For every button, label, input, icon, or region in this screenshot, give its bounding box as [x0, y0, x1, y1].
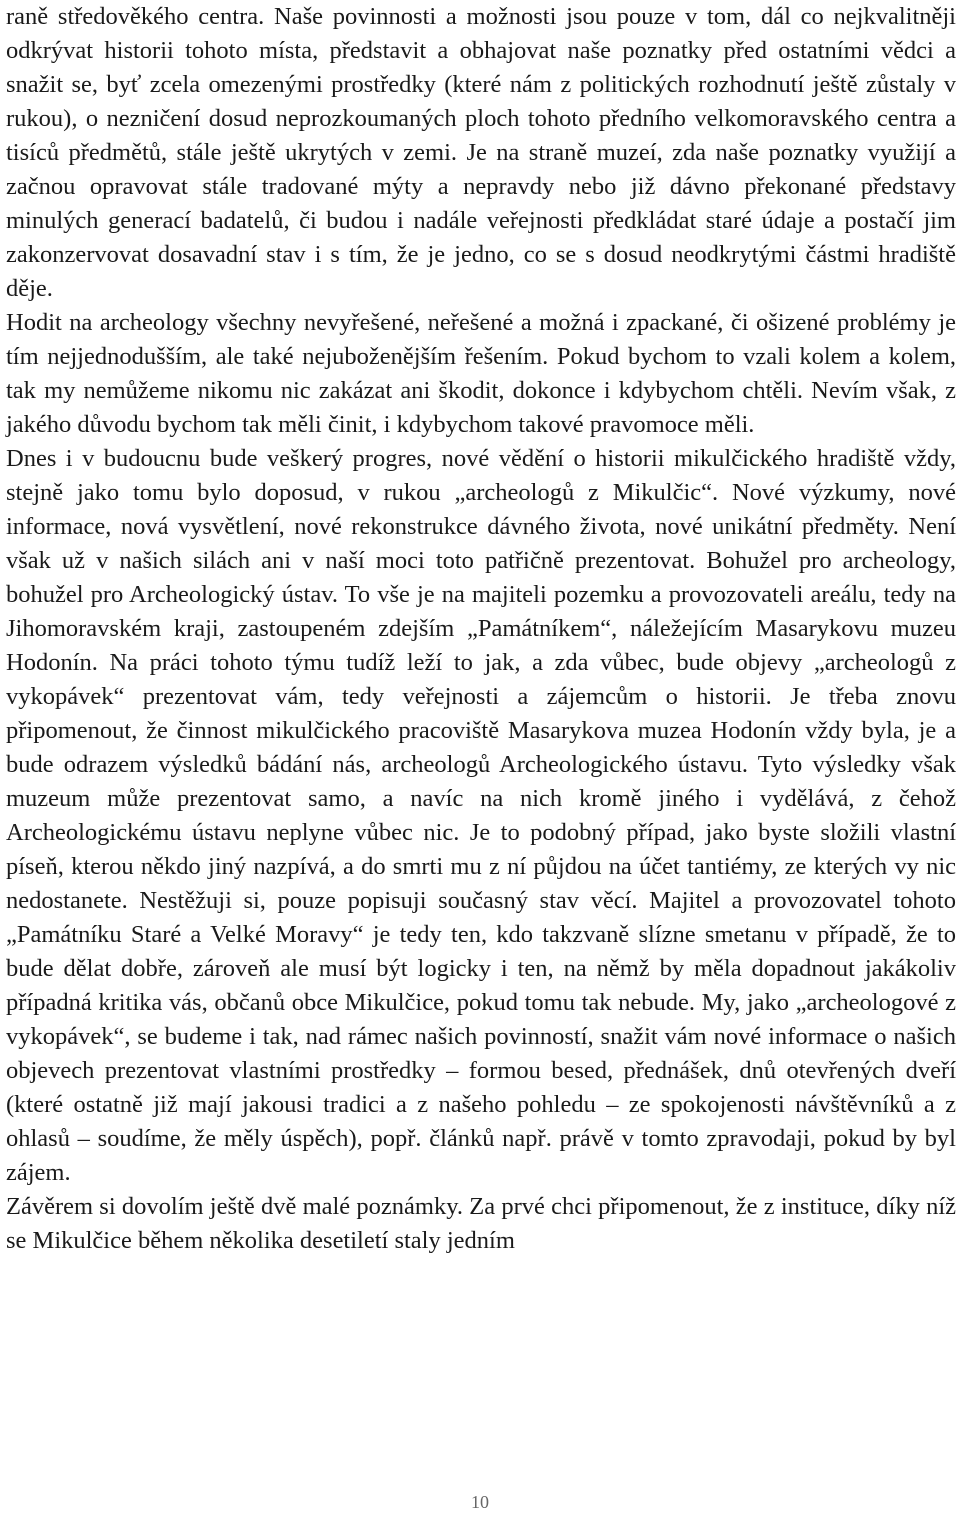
document-body: [6, 0, 956, 1258]
paragraph: raně středověkého centra. Naše povinnosti a možnosti jsou pouze v tom, dál co nejkvalitněji odkrývat historii tohoto místa, představit a obhajovat naše poznatky před ostatními vědci a snažit se, byť zcela omezenými prostředky (které nám z politických rozhodnutí ještě zůstaly v rukou), o nezničení dosud neprozkoumaných ploch tohoto předního velkomoravského centra a tisíců předmětů, stále ještě ukrytých v zemi. Je na straně muzeí, zda naše poznatky využijí a začnou opravovat stále tradované mýty a nepravdy nebo již dávno překonané představy minulých generací badatelů, či budou i nadále veřejnosti předkládat staré údaje a postačí jim zakonzervovat dosavadní stav i s tím, že je jedno, co se s dosud neodkrytými částmi hradiště děje.: [6, 3, 956, 302]
paragraph: Dnes i v budoucnu bude veškerý progres, nové vědění o historii mikulčického hradiště vždy, stejně jako tomu bylo doposud, v rukou „archeologů z Mikulčic“. Nové výzkumy, nové informace, nová vysvětlení, nové rekonstrukce dávného života, nové unikátní předměty. Není však už v našich silách ani v naší moci toto patřičně prezentovat. Bohužel pro archeology, bohužel pro Archeologický ústav. To vše je na majiteli pozemku a provozovateli areálu, tedy na Jihomoravském kraji, zastoupeném zdejším „Památníkem“, náležejícím Masarykovu muzeu Hodonín. Na práci tohoto týmu tudíž leží to jak, a zda vůbec, bude objevy „archeologů z vykopávek“ prezentovat vám, tedy veřejnosti a zájemcům o historii. Je třeba znovu připomenout, že činnost mikulčického pracoviště Masarykova muzea Hodonín vždy byla, je a bude odrazem výsledků bádání nás, archeologů Archeologického ústavu. Tyto výsledky však muzeum může prezentovat samo, a navíc na nich kromě jiného i vydělává, z čehož Archeologickému ústavu neplyne vůbec nic. Je to podobný případ, jako byste složili vlastní píseň, kterou někdo jiný nazpívá, a do smrti mu z ní půjdou na účet tantiémy, ze kterých vy nic nedostanete. Nestěžuji si, pouze popisuji současný stav věcí. Majitel a provozovatel tohoto „Památníku Staré a Velké Moravy“ je tedy ten, kdo takzvaně slízne smetanu v případě, že to bude dělat dobře, zároveň ale musí být logicky i ten, na němž by měla dopadnout jakákoliv případná kritika vás, občanů obce Mikulčice, pokud tomu tak nebude. My, jako „archeologové z vykopávek“, se budeme i tak, nad rámec našich povinností, snažit vám nové informace o našich objevech prezentovat vlastními prostředky – formou besed, přednášek, dnů otevřených dveří (které ostatně již mají jakousi tradici a z našeho pohledu – ze spokojenosti návštěvníků a z ohlasů – soudíme, že měly úspěch), popř. článků např. právě v tomto zpravodaji, pokud by byl zájem.: [6, 445, 956, 1186]
paragraph: Hodit na archeology všechny nevyřešené, neřešené a možná i zpackané, či ošizené problémy je tím nejjednodušším, ale také nejuboženějším řešením. Pokud bychom to vzali kolem a kolem, tak my nemůžeme nikomu nic zakázat ani škodit, dokonce i kdybychom chtěli. Nevím však, z jakého důvodu bychom tak měli činit, i kdybychom takové pravomoce měli.: [6, 309, 956, 438]
page-number: 10: [471, 1492, 489, 1512]
paragraph: Závěrem si dovolím ještě dvě malé poznámky. Za prvé chci připomenout, že z instituce, díky níž se Mikulčice během několika desetiletí staly jedním: [6, 1193, 956, 1254]
